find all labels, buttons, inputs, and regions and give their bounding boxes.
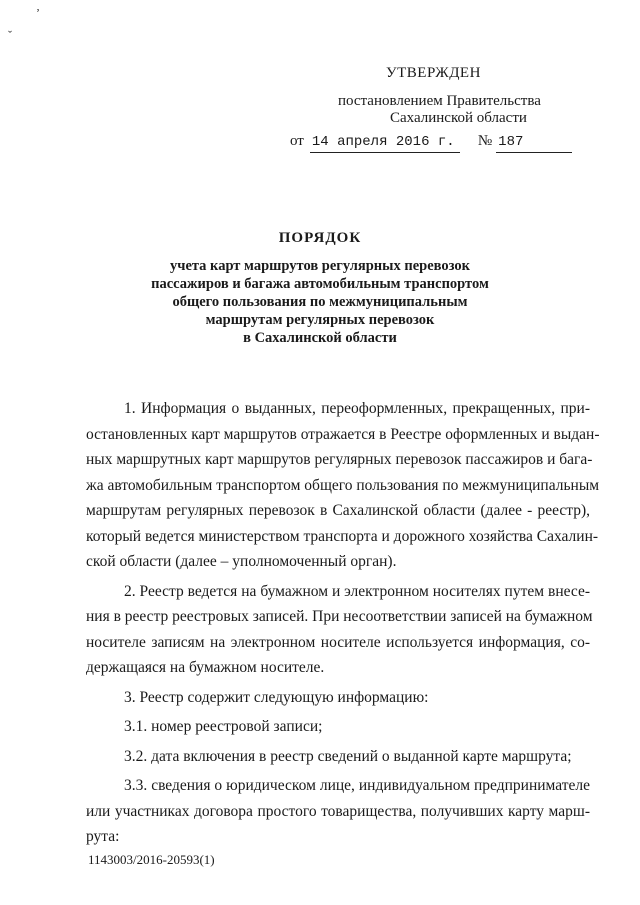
approval-date: 14 апреля 2016 г. — [310, 133, 460, 153]
paragraph — [86, 685, 590, 711]
text-line: ской области (далее – уполномоченный орган). — [86, 553, 397, 570]
paragraph — [86, 579, 593, 681]
approval-title: УТВЕРЖДЕН — [386, 65, 481, 81]
text-line: который ведется министерством транспорта и дорожного хозяйства Сахалин- — [86, 527, 599, 545]
document-code: 1143003/2016-20593(1) — [88, 852, 215, 867]
document-title: ПОРЯДОК — [278, 230, 362, 246]
paragraph — [86, 714, 590, 740]
text-line: рута: — [86, 828, 120, 845]
paragraph — [86, 744, 590, 770]
text-line: носителе записям на электронном носителе используется информация, со- — [86, 633, 590, 651]
subtitle-line: маршрутам регулярных перевозок — [205, 312, 435, 328]
text-line: жа автомобильным транспортом общего пользования по межмуниципальным — [86, 476, 600, 494]
from-label: от — [290, 133, 304, 149]
text-line: 3.2. дата включения в реестр сведений о выданной карте маршрута; — [124, 747, 572, 765]
text-line: ния в реестр реестровых записей. При несоответствии записей на бумажном — [86, 608, 593, 625]
text-line: маршрутам регулярных перевозок в Сахалинской области (далее - реестр), — [86, 502, 590, 519]
text-line: 2. Реестр ведется на бумажном и электронном носителях путем внесе- — [124, 582, 590, 600]
subtitle-line: учета карт маршрутов регулярных перевозок — [170, 258, 470, 274]
approval-line: постановлением Правительства — [338, 93, 541, 109]
approval-line: Сахалинской области — [390, 110, 527, 126]
text-line: 3.1. номер реестровой записи; — [124, 718, 323, 735]
text-line: или участниках договора простого товарищества, получивших карту марш- — [86, 802, 590, 820]
paragraph — [86, 396, 600, 575]
text-line: держащаяся на бумажном носителе. — [86, 659, 325, 676]
text-line: остановленных карт маршрутов отражается в Реестре оформленных и выдан- — [86, 425, 600, 443]
approval-date-line — [290, 132, 572, 153]
document-body — [86, 396, 600, 854]
number-sign: № — [477, 133, 493, 149]
text-line: 1. Информация о выданных, переоформленных, прекращенных, при- — [124, 400, 590, 417]
subtitle-line: пассажиров и багажа автомобильным транспортом — [151, 276, 489, 292]
subtitle-line: в Сахалинской области — [243, 330, 397, 346]
text-line: 3. Реестр содержит следующую информацию: — [124, 688, 429, 706]
scan-mark: ʼ — [36, 6, 40, 20]
document-subtitle — [150, 257, 490, 347]
approval-number: 187 — [496, 133, 572, 153]
scan-mark: ˇ — [8, 28, 12, 42]
paragraph — [86, 773, 590, 850]
text-line: 3.3. сведения о юридическом лице, индивидуальном предпринимателе — [124, 777, 590, 794]
subtitle-line: общего пользования по межмуниципальным — [172, 294, 468, 310]
text-line: ных маршрутных карт маршрутов регулярных перевозок пассажиров и бага- — [86, 451, 593, 468]
